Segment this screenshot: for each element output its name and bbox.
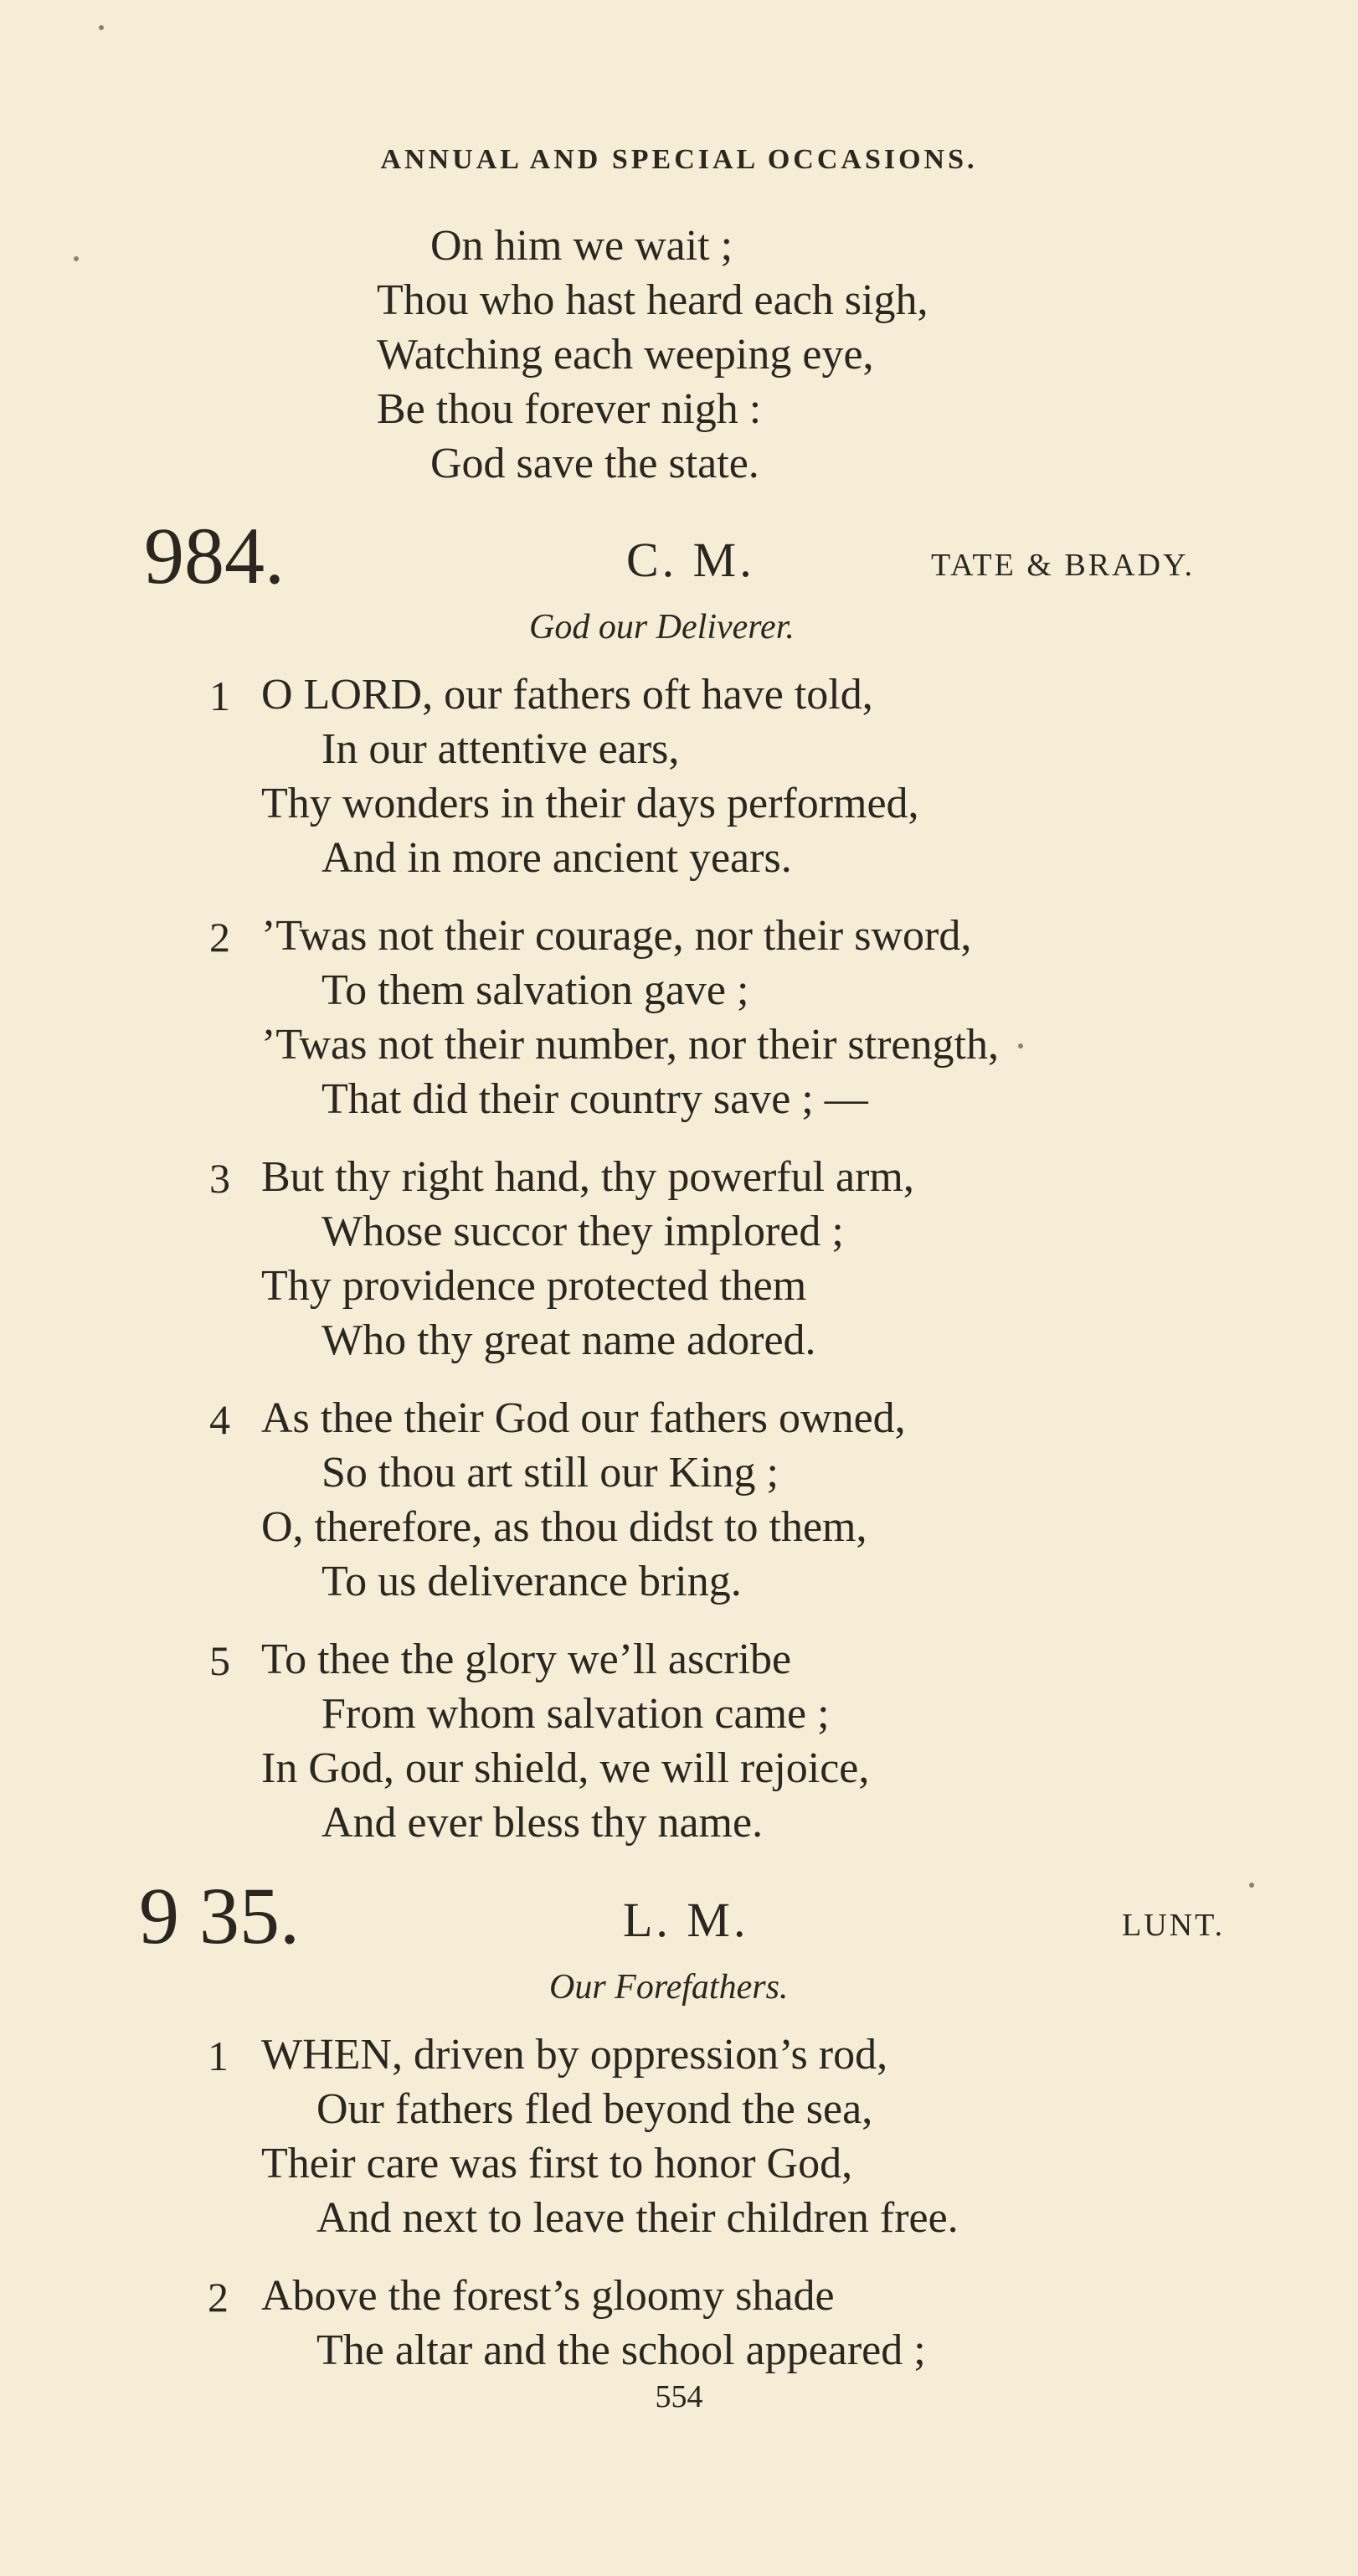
- scan-speck: [1249, 1883, 1254, 1888]
- verse-line: Thy providence protected them: [261, 1262, 807, 1310]
- verse-line: Thy wonders in their days performed,: [261, 780, 919, 827]
- hymn-meter: L. M.: [623, 1893, 749, 1947]
- hymn-author: TATE & BRADY.: [931, 548, 1196, 583]
- verse-line: The altar and the school appeared ;: [316, 2326, 926, 2374]
- verse-line: Who thy great name adored.: [321, 1316, 816, 1364]
- verse-line: But thy right hand, thy powerful arm,: [261, 1153, 914, 1201]
- scan-speck: [99, 25, 104, 30]
- hymn-author: LUNT.: [1122, 1908, 1225, 1943]
- verse-line: And next to leave their children free.: [316, 2194, 959, 2242]
- verse-line: O LORD, our fathers oft have told,: [261, 671, 873, 719]
- page-number: 554: [655, 2379, 703, 2414]
- hymn-number: 984.: [144, 511, 285, 600]
- hymn-subtitle: God our Deliverer.: [529, 608, 795, 647]
- verse-number: 1: [209, 672, 230, 719]
- hymn-subtitle: Our Forefathers.: [549, 1968, 789, 2007]
- verse-number: 5: [209, 1637, 230, 1684]
- carryover-line: God save the state.: [430, 440, 759, 487]
- verse-line: From whom salvation came ;: [321, 1690, 830, 1738]
- hymn-number: 9 35.: [139, 1871, 300, 1960]
- verse-line: To thee the glory we’ll ascribe: [261, 1636, 792, 1683]
- verse-line: As thee their God our fathers owned,: [261, 1394, 906, 1442]
- verse-line: WHEN, driven by oppression’s rod,: [261, 2031, 888, 2079]
- verse-line: In God, our shield, we will rejoice,: [261, 1744, 870, 1792]
- verse-line: To them salvation gave ;: [321, 966, 749, 1014]
- scan-speck: [1018, 1043, 1023, 1048]
- verse-number: 3: [209, 1155, 230, 1202]
- verse-line: ’Twas not their number, nor their strength,: [261, 1021, 999, 1069]
- verse-line: Whose succor they implored ;: [321, 1208, 844, 1255]
- verse-line: ’Twas not their courage, nor their sword,: [261, 912, 972, 960]
- verse-number: 4: [209, 1396, 230, 1443]
- verse-line: And in more ancient years.: [321, 834, 792, 882]
- verse-line: Above the forest’s gloomy shade: [261, 2272, 835, 2320]
- carryover-line: On him we wait ;: [430, 222, 733, 270]
- verse-number: 2: [208, 2274, 229, 2321]
- verse-line: So thou art still our King ;: [321, 1449, 779, 1497]
- verse-line: O, therefore, as thou didst to them,: [261, 1503, 867, 1551]
- verse-line: Our fathers fled beyond the sea,: [316, 2085, 873, 2133]
- carryover-line: Watching each weeping eye,: [377, 331, 874, 379]
- verse-line: And ever bless thy name.: [321, 1799, 764, 1847]
- carryover-line: Be thou forever nigh :: [377, 385, 762, 433]
- hymn-meter: C. M.: [626, 533, 755, 587]
- carryover-line: Thou who hast heard each sigh,: [377, 276, 928, 324]
- verse-line: That did their country save ; —: [321, 1075, 868, 1123]
- verse-line: In our attentive ears,: [321, 725, 680, 773]
- scan-speck: [74, 256, 79, 261]
- running-head: ANNUAL AND SPECIAL OCCASIONS.: [380, 144, 978, 175]
- verse-number: 2: [209, 914, 230, 961]
- verse-line: Their care was first to honor God,: [261, 2140, 853, 2187]
- verse-number: 1: [208, 2032, 229, 2079]
- verse-line: To us deliverance bring.: [321, 1558, 742, 1605]
